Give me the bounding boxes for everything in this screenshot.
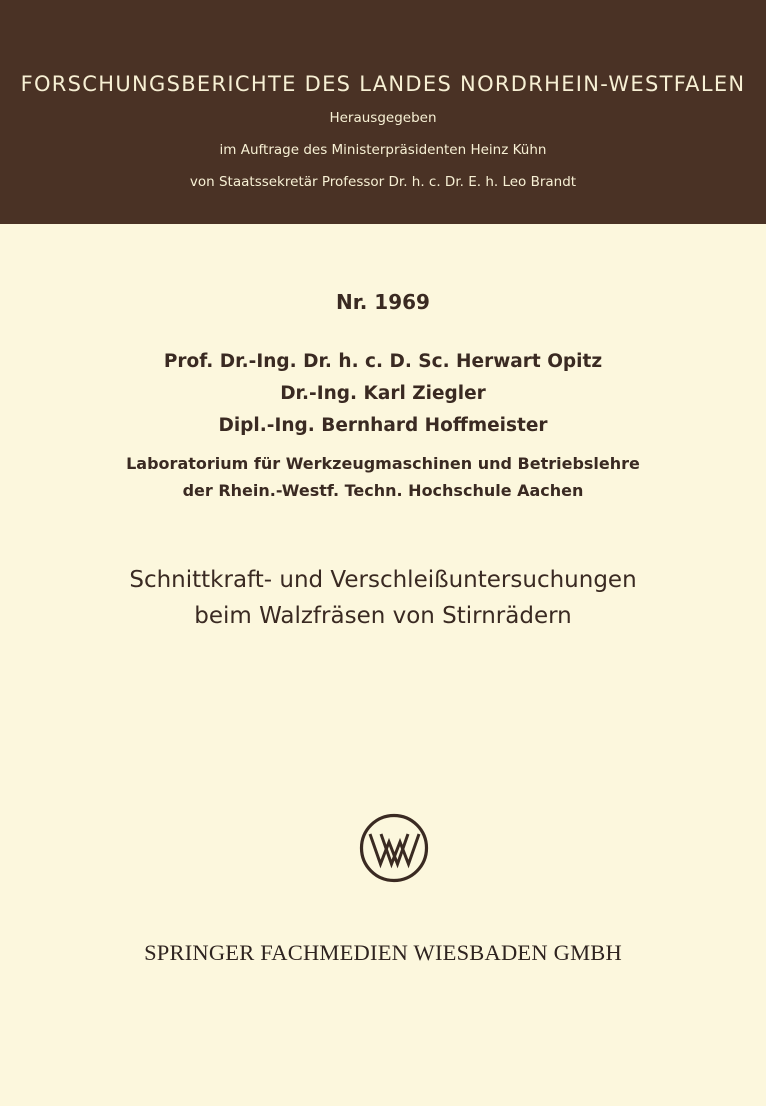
report-title-line-2: beim Walzfräsen von Stirnrädern <box>194 603 572 629</box>
report-title-line-1: Schnittkraft- und Verschleißuntersuchungen <box>129 567 637 593</box>
author-1: Prof. Dr.-Ing. Dr. h. c. D. Sc. Herwart Opitz <box>163 351 603 372</box>
report-number: Nr. 1969 <box>336 290 430 314</box>
editor-line-3: von Staatssekretär Professor Dr. h. c. Dr. E. h. Leo Brandt <box>189 174 577 190</box>
publisher-name: SPRINGER FACHMEDIEN WIESBADEN GMBH <box>144 940 622 965</box>
header-band <box>0 0 766 224</box>
springer-vs-logo-icon <box>358 812 430 884</box>
series-title: FORSCHUNGSBERICHTE DES LANDES NORDRHEIN-WESTFALEN <box>20 72 746 96</box>
author-3: Dipl.-Ing. Bernhard Hoffmeister <box>218 415 548 436</box>
editor-line-2: im Auftrage des Ministerpräsidenten Heinz Kühn <box>219 142 547 158</box>
institution-line-2: der Rhein.-Westf. Techn. Hochschule Aachen <box>182 481 584 500</box>
institution-line-1: Laboratorium für Werkzeugmaschinen und Betriebslehre <box>126 454 640 473</box>
author-2: Dr.-Ing. Karl Ziegler <box>280 383 486 404</box>
editor-line-1: Herausgegeben <box>329 110 437 126</box>
